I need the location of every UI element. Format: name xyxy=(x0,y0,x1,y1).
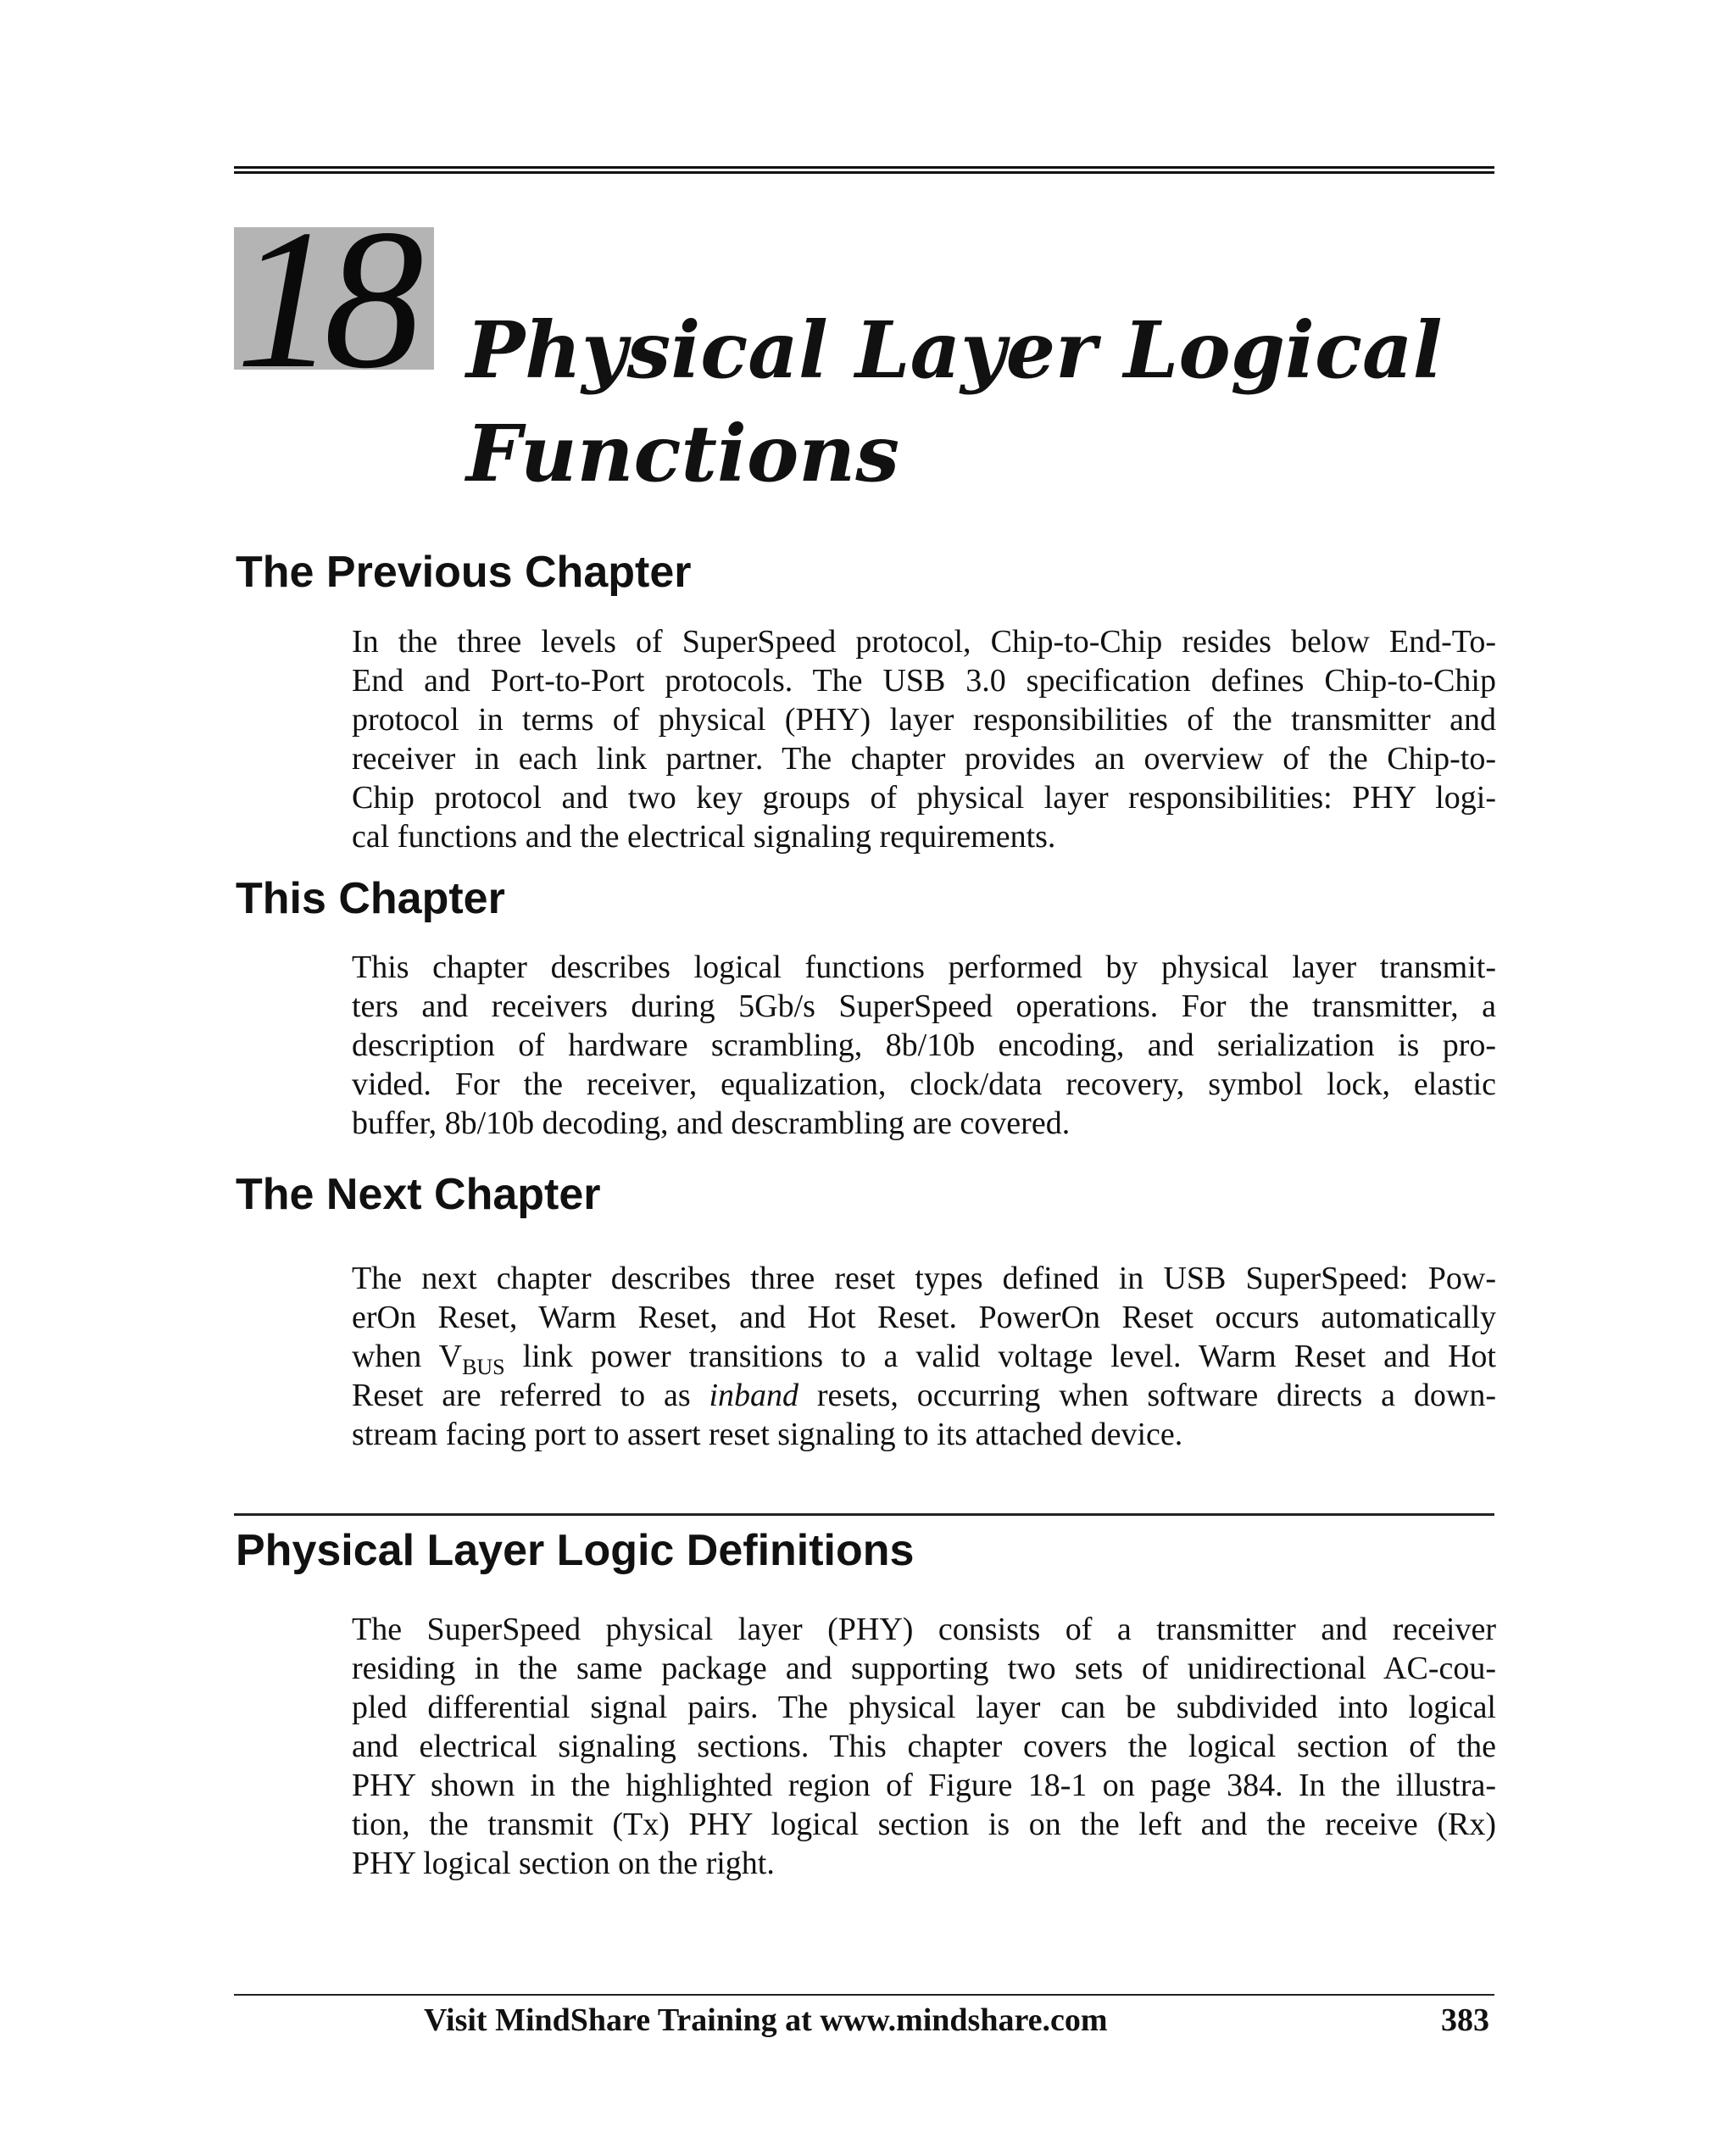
footer-text: Visit MindShare Training at www.mindshare.com xyxy=(424,2002,1108,2038)
heading-this-chapter: This Chapter xyxy=(236,874,505,923)
heading-logic-definitions: Physical Layer Logic Definitions xyxy=(236,1526,915,1575)
text-line: Chip protocol and two key groups of physical layer responsibilities: PHY logi- xyxy=(352,780,1496,816)
section-divider xyxy=(234,1513,1494,1516)
text-line: erOn Reset, Warm Reset, and Hot Reset. PowerOn Reset occurs automatically xyxy=(352,1300,1496,1335)
text-line: PHY shown in the highlighted region of Figure 18-1 on page 384. In the illustra- xyxy=(352,1768,1496,1803)
heading-previous-chapter: The Previous Chapter xyxy=(236,548,692,597)
top-rule-second xyxy=(234,171,1494,174)
footer-rule xyxy=(234,1994,1494,1996)
chapter-title-line1: Physical Layer Logical xyxy=(466,304,1443,396)
text-line: description of hardware scrambling, 8b/10b encoding, and serialization is pro- xyxy=(352,1027,1496,1063)
text-fragment: when V xyxy=(352,1339,463,1374)
text-line: residing in the same package and supporting two sets of unidirectional AC-cou- xyxy=(352,1651,1496,1686)
paragraph-this-chapter xyxy=(352,948,1496,1143)
text-line: receiver in each link partner. The chapter provides an overview of the Chip-to- xyxy=(352,741,1496,777)
paragraph-previous-chapter xyxy=(352,622,1496,856)
text-line: and electrical signaling sections. This chapter covers the logical section of the xyxy=(352,1729,1496,1764)
paragraph-logic-definitions xyxy=(352,1610,1496,1883)
page-number: 383 xyxy=(1441,2002,1489,2038)
text-line xyxy=(352,1376,1496,1415)
text-line: In the three levels of SuperSpeed protocol, Chip-to-Chip resides below End-To- xyxy=(352,624,1496,660)
text-line: End and Port-to-Port protocols. The USB 3.0 specification defines Chip-to-Chip xyxy=(352,663,1496,699)
text-line: protocol in terms of physical (PHY) layer responsibilities of the transmitter and xyxy=(352,702,1496,738)
text-line xyxy=(352,1337,1496,1379)
text-line: cal functions and the electrical signaling requirements. xyxy=(352,819,1056,855)
text-line: PHY logical section on the right. xyxy=(352,1846,775,1881)
subscript-bus: BUS xyxy=(462,1355,505,1379)
text-line: vided. For the receiver, equalization, clock/data recovery, symbol lock, elastic xyxy=(352,1066,1496,1102)
text-fragment: link power transitions to a valid voltage level. Warm Reset and Hot xyxy=(504,1339,1496,1374)
paragraph-next-chapter xyxy=(352,1259,1496,1454)
italic-term: inband xyxy=(709,1378,799,1413)
text-line: ters and receivers during 5Gb/s SuperSpeed operations. For the transmitter, a xyxy=(352,988,1496,1024)
chapter-title-line2: Functions xyxy=(466,408,899,499)
heading-next-chapter: The Next Chapter xyxy=(236,1170,601,1219)
text-fragment: resets, occurring when software directs a down- xyxy=(798,1378,1496,1413)
chapter-title xyxy=(466,298,1443,505)
text-line: pled differential signal pairs. The physical layer can be subdivided into logical xyxy=(352,1690,1496,1725)
text-line: stream facing port to assert reset signaling to its attached device. xyxy=(352,1417,1183,1452)
text-line: This chapter describes logical functions performed by physical layer transmit- xyxy=(352,949,1496,985)
text-fragment: Reset are referred to as xyxy=(352,1378,709,1413)
text-line: tion, the transmit (Tx) PHY logical section is on the left and the receive (Rx) xyxy=(352,1807,1496,1842)
text-line: buffer, 8b/10b decoding, and descrambling are covered. xyxy=(352,1105,1071,1141)
chapter-number: 18 xyxy=(236,189,412,410)
text-line: The next chapter describes three reset types defined in USB SuperSpeed: Pow- xyxy=(352,1261,1496,1296)
text-line: The SuperSpeed physical layer (PHY) consists of a transmitter and receiver xyxy=(352,1612,1496,1647)
top-rule xyxy=(234,166,1494,169)
